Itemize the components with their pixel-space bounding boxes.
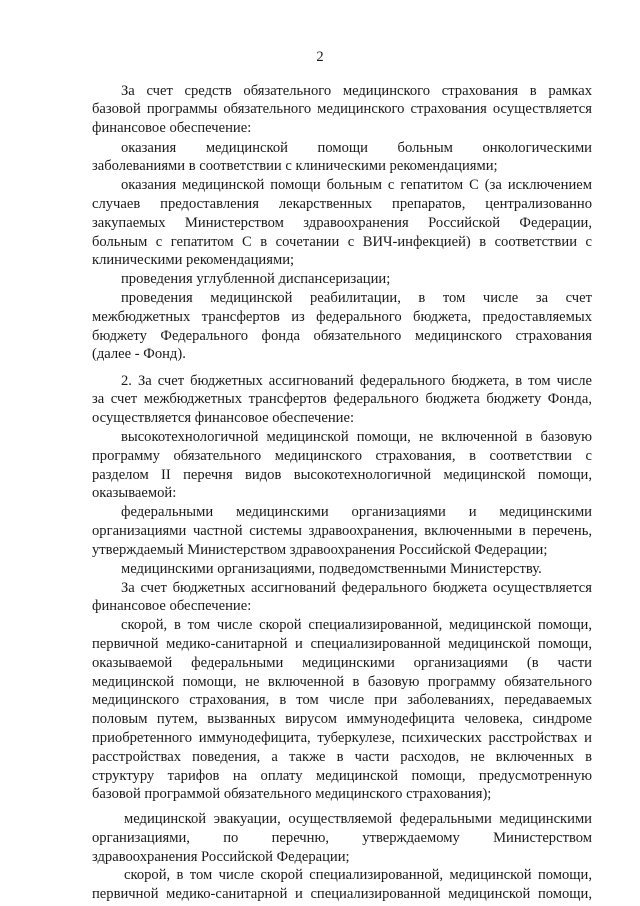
- text-line: приобретенного иммунодефицита, туберкулезе, психических расстройствах и: [92, 730, 592, 746]
- text-line: финансовое обеспечение:: [92, 120, 252, 136]
- text-line: 2. За счет бюджетных ассигнований федерального бюджета, в том числе: [121, 373, 592, 389]
- text-line: расстройствах поведения, а также в части расходов, не включенных в: [92, 749, 592, 765]
- text-line: базовой программы обязательного медицинского страхования осуществляется: [92, 101, 592, 117]
- text-line: высокотехнологичной медицинской помощи, не включенной в базовую: [121, 429, 592, 445]
- text-line: заболеваниями в соответствии с клиническими рекомендациями;: [92, 158, 498, 174]
- text-line: (далее - Фонд).: [92, 346, 186, 362]
- text-line: скорой, в том числе скорой специализированной, медицинской помощи,: [121, 617, 592, 633]
- text-line: разделом II перечня видов высокотехнологичной медицинской помощи,: [92, 467, 592, 483]
- text-line: оказываемой:: [92, 485, 177, 501]
- text-line: межбюджетных трансфертов из федерального бюджета, предоставляемых: [92, 309, 592, 325]
- text-line: здравоохранения Российской Федерации;: [92, 849, 350, 865]
- text-line: бюджету Федерального фонда обязательного медицинского страхования: [92, 328, 592, 344]
- text-line: структуру тарифов на оплату медицинской помощи, предусмотренную: [92, 768, 592, 784]
- text-line: организациями, по перечню, утверждаемому Министерством: [92, 830, 592, 846]
- text-line: первичной медико-санитарной и специализированной медицинской помощи,: [92, 636, 592, 652]
- text-line: организациями частной системы здравоохранения, включенными в перечень,: [92, 523, 592, 539]
- text-line: первичной медико-санитарной и специализированной медицинской помощи,: [92, 886, 592, 902]
- text-line: проведения углубленной диспансеризации;: [121, 271, 391, 287]
- text-line: оказываемой федеральными медицинскими организациями (в части: [92, 655, 592, 671]
- text-line: медицинскими организациями, подведомственными Министерству.: [121, 561, 542, 577]
- text-line: За счет средств обязательного медицинского страхования в рамках: [121, 83, 592, 99]
- text-line: больным с гепатитом С в сочетании с ВИЧ-инфекцией) в соответствии с: [92, 234, 592, 250]
- text-line: программу обязательного медицинского страхования, в соответствии с: [92, 448, 592, 464]
- text-line: утверждаемый Министерством здравоохранения Российской Федерации;: [92, 542, 548, 558]
- text-line: медицинской эвакуации, осуществляемой федеральными медицинскими: [124, 811, 592, 827]
- text-line: скорой, в том числе скорой специализированной, медицинской помощи,: [124, 867, 592, 883]
- text-line: За счет бюджетных ассигнований федерального бюджета осуществляется: [121, 580, 592, 596]
- text-line: половым путем, вызванных вирусом иммунодефицита человека, синдроме: [92, 711, 592, 727]
- text-line: случаев предоставления лекарственных препаратов, централизованно: [92, 196, 592, 212]
- text-line: финансовое обеспечение:: [92, 598, 252, 614]
- text-line: оказания медицинской помощи больным онкологическими: [121, 140, 592, 156]
- text-line: медицинской помощи, не включенной в базовую программу обязательного: [92, 674, 592, 690]
- text-line: базовой программой обязательного медицинского страхования);: [92, 786, 492, 802]
- text-line: проведения медицинской реабилитации, в том числе за счет: [121, 290, 592, 306]
- text-line: оказания медицинской помощи больным с гепатитом С (за исключением: [121, 177, 592, 193]
- text-line: осуществляется финансовое обеспечение:: [92, 410, 355, 426]
- text-line: клиническими рекомендациями;: [92, 252, 295, 268]
- page-number: 2: [316, 49, 324, 65]
- text-line: федеральными медицинскими организациями и медицинскими: [121, 504, 592, 520]
- text-line: медицинского страхования, в том числе при заболеваниях, передаваемых: [92, 692, 592, 708]
- text-line: за счет межбюджетных трансфертов федерального бюджета бюджету Фонда,: [92, 391, 592, 407]
- text-line: закупаемых Министерством здравоохранения Российской Федерации,: [92, 215, 592, 231]
